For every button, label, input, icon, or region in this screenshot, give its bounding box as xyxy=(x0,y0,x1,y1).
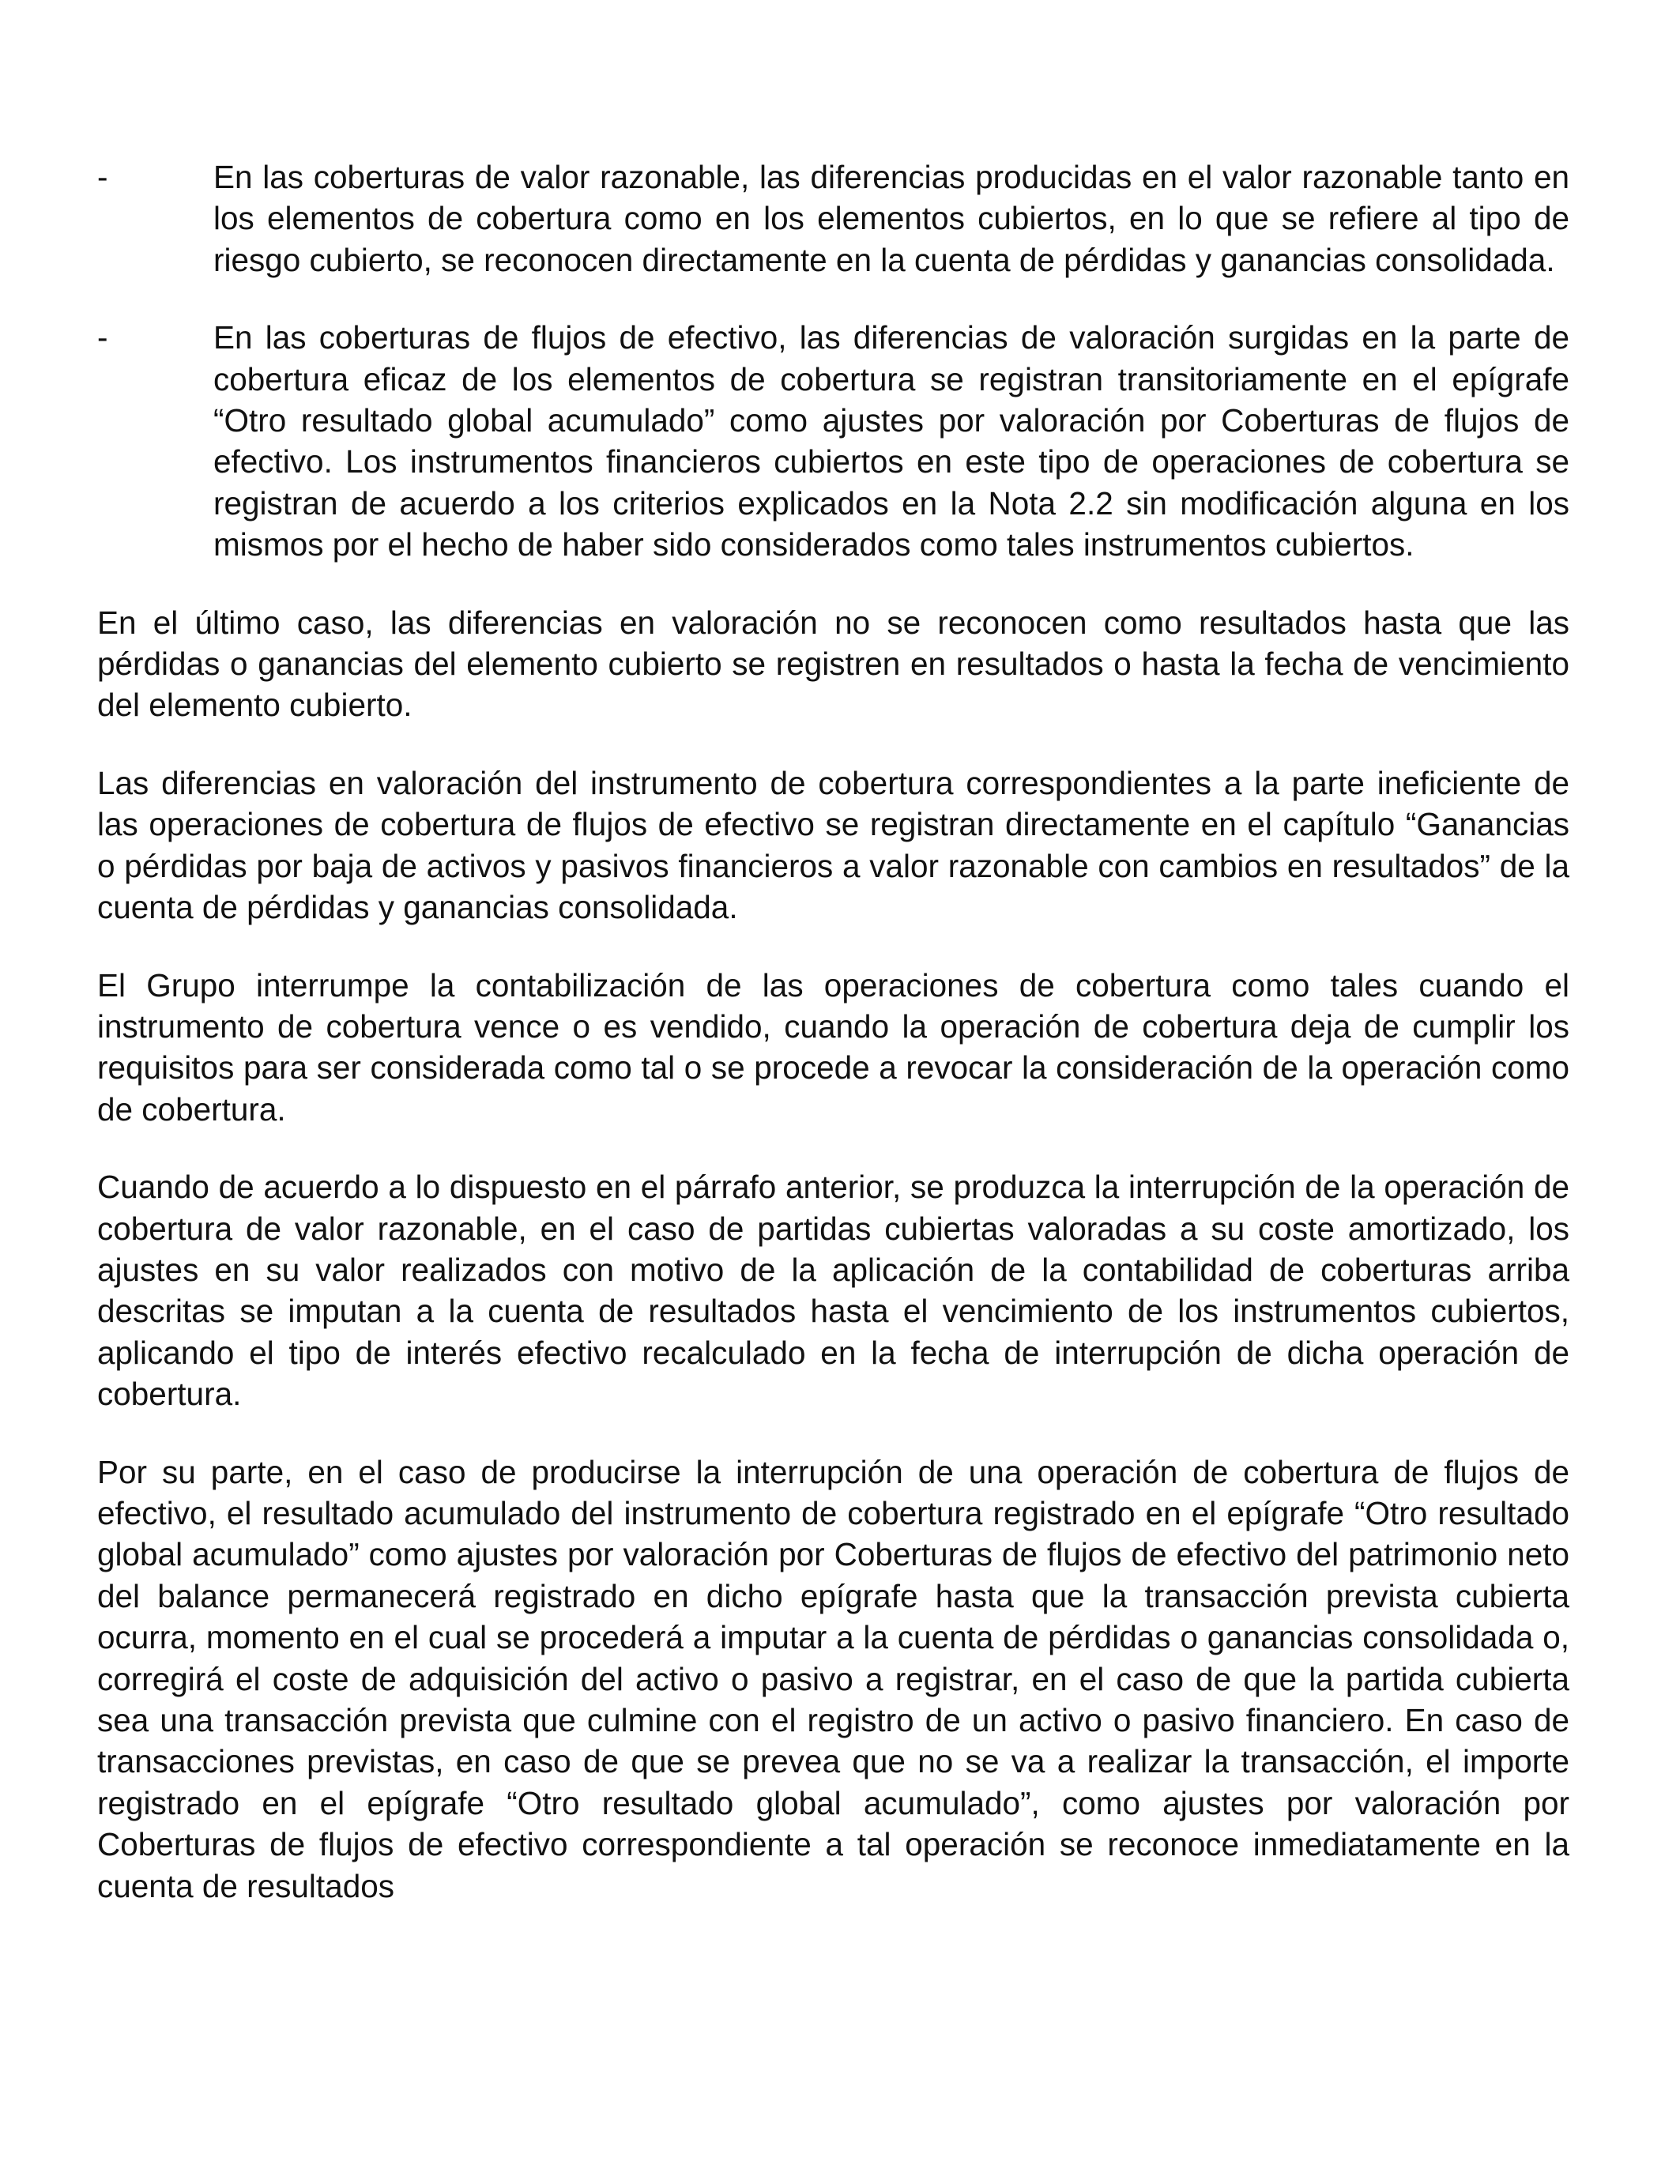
paragraph-last-case: En el último caso, las diferencias en valoración no se reconocen como resultados hasta que las pérdidas o ganancias del elemento cubierto se registren en resultados o hasta la fecha de vencimiento del elemento cubierto. xyxy=(97,604,1569,724)
list-item-text: En las coberturas de flujos de efectivo, las diferencias de valoración surgidas en la parte de cobertura eficaz de los elementos de cobertura se registran transitoriamente en el epígrafe “Otro resultado global acumulado” como ajustes por valoración por Coberturas de flujos de efectivo. Los instrumentos financieros cubiertos en este tipo de operaciones de cobertura se registran de acuerdo a los criterios explicados en la Nota 2.2 sin modificación alguna en los mismos por el hecho de haber sido considerados como tales instrumentos cubiertos. xyxy=(213,319,1569,563)
list-item-fair-value-hedges xyxy=(97,156,1569,281)
paragraph-interruption-criteria: El Grupo interrumpe la contabilización de las operaciones de cobertura como tales cuando el instrumento de cobertura vence o es vendido, cuando la operación de cobertura deja de cumplir los requisitos para ser considerada como tal o se procede a revocar la consideración de la operación como de cobertura. xyxy=(97,966,1569,1128)
list-bullet: - xyxy=(97,319,108,356)
list-bullet: - xyxy=(97,159,108,195)
list-item-cash-flow-hedges xyxy=(97,317,1569,565)
paragraph-inefficient-part: Las diferencias en valoración del instrumento de cobertura correspondientes a la parte ineficiente de las operaciones de cobertura de flujos de efectivo se registran directamente en el capítulo “Ganancias o pérdidas por baja de activos y pasivos financieros a valor razonable con cambios en resultados” de la cuenta de pérdidas y ganancias consolidada. xyxy=(97,764,1569,926)
document-page xyxy=(97,156,1569,1907)
list-item-text: En las coberturas de valor razonable, las diferencias producidas en el valor razonable tanto en los elementos de cobertura como en los elementos cubiertos, en lo que se refiere al tipo de riesgo cubierto, se reconocen directamente en la cuenta de pérdidas y ganancias consolidada. xyxy=(213,159,1569,278)
paragraph-cash-flow-interruption: Por su parte, en el caso de producirse la interrupción de una operación de cobertura de flujos de efectivo, el resultado acumulado del instrumento de cobertura registrado en el epígrafe “Otro resultado global acumulado” como ajustes por valoración por Coberturas de flujos de efectivo del patrimonio neto del balance permanecerá registrado en dicho epígrafe hasta que la transacción prevista cubierta ocurra, momento en el cual se procederá a imputar a la cuenta de pérdidas o ganancias consolidada o, corregirá el coste de adquisición del activo o pasivo a registrar, en el caso de que la partida cubierta sea una transacción prevista que culmine con el registro de un activo o pasivo financiero. En caso de transacciones previstas, en caso de que se prevea que no se va a realizar la transacción, el importe registrado en el epígrafe “Otro resultado global acumulado”, como ajustes por valoración por Coberturas de flujos de efectivo correspondiente a tal operación se reconoce inmediatamente en la cuenta de resultados xyxy=(97,1453,1569,1904)
paragraph-fair-value-interruption: Cuando de acuerdo a lo dispuesto en el párrafo anterior, se produzca la interrupción de la operación de cobertura de valor razonable, en el caso de partidas cubiertas valoradas a su coste amortizado, los ajustes en su valor realizados con motivo de la aplicación de la contabilidad de coberturas arriba descritas se imputan a la cuenta de resultados hasta el vencimiento de los instrumentos cubiertos, aplicando el tipo de interés efectivo recalculado en la fecha de interrupción de dicha operación de cobertura. xyxy=(97,1169,1569,1413)
